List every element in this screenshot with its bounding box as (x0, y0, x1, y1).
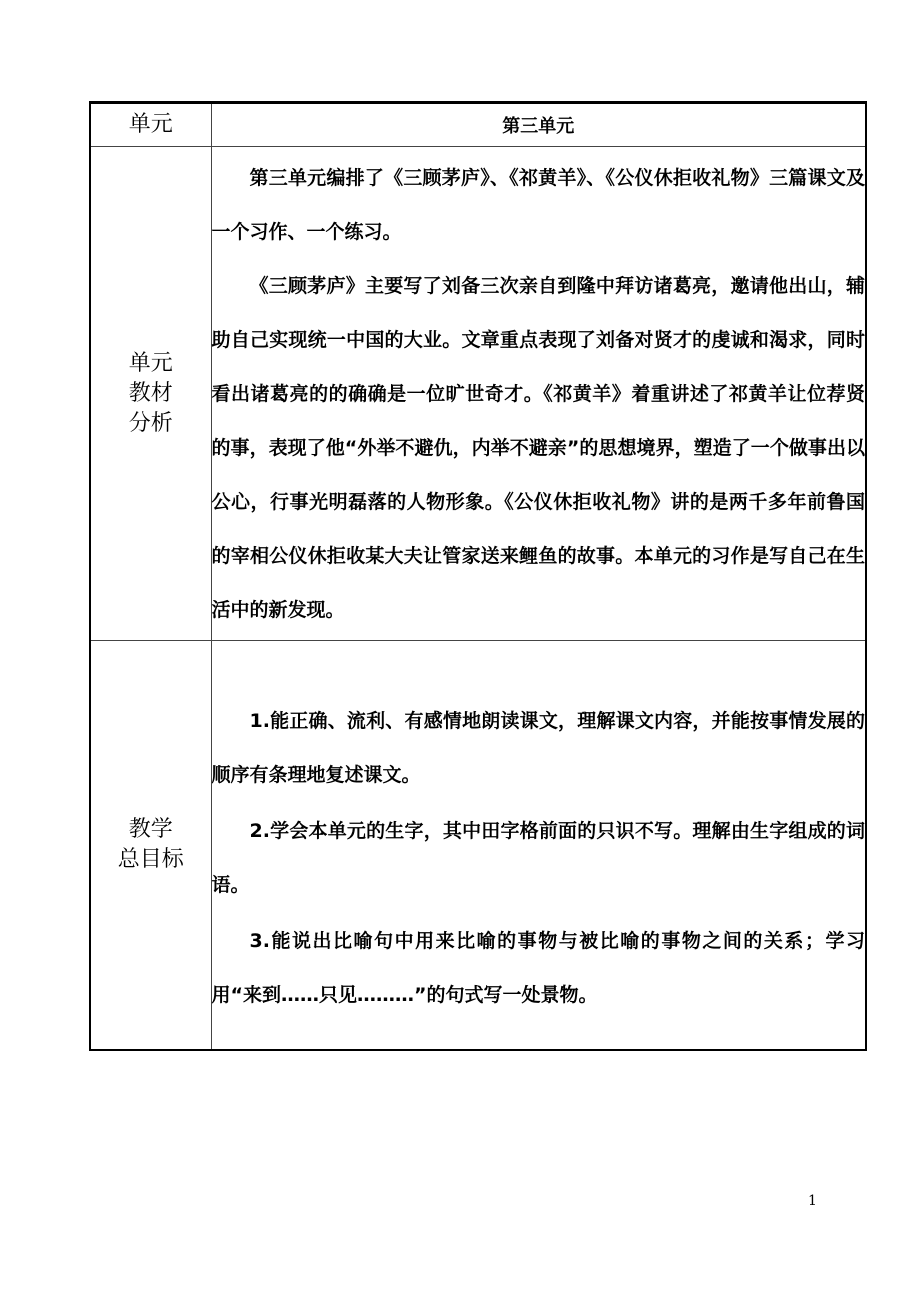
analysis-label-line: 教材 (128, 380, 173, 406)
analysis-paragraph: 第三单元编排了《三顾茅庐》、《祁黄羊》、《公仪休拒收礼物》三篇课文及一个习作、一个练习。 (211, 167, 865, 243)
analysis-label (90, 147, 211, 641)
goal-item: 1.能正确、流利、有感情地朗读课文，理解课文内容，并能按事情发展的顺序有条理地复述课文。 (211, 710, 865, 786)
goal-item: 3.能说出比喻句中用来比喻的事物与被比喻的事物之间的关系；学习用“来到……只见………”的句式写一处景物。 (211, 930, 865, 1006)
analysis-row (90, 147, 866, 641)
goals-label (90, 641, 211, 1051)
header-label: 单元 (90, 103, 211, 147)
analysis-label-line: 单元 (128, 350, 173, 376)
table-header-row (90, 103, 866, 147)
goals-label-line: 总目标 (117, 847, 184, 872)
goals-label-line: 教学 (128, 817, 173, 842)
page-number: 1 (808, 1193, 817, 1209)
lesson-plan-table (89, 101, 867, 1051)
header-unit-title: 第三单元 (211, 103, 866, 147)
goal-item: 2.学会本单元的生字，其中田字格前面的只识不写。理解由生字组成的词语。 (211, 820, 865, 896)
goals-content (211, 641, 866, 1051)
analysis-content (211, 147, 866, 641)
analysis-paragraph: 《三顾茅庐》主要写了刘备三次亲自到隆中拜访诸葛亮，邀请他出山，辅助自己实现统一中国的大业。文章重点表现了刘备对贤才的虔诚和渴求，同时看出诸葛亮的的确确是一位旷世奇才。《祁黄羊》着重讲述了祁黄羊让位荐贤的事，表现了他“外举不避仇，内举不避亲”的思想境界，塑造了一个做事出以公心，行事光明磊落的人物形象。《公仪休拒收礼物》讲的是两千多年前鲁国的宰相公仪休拒收某大夫让管家送来鲤鱼的故事。本单元的习作是写自己在生活中的新发现。 (211, 275, 865, 621)
goals-row (90, 641, 866, 1051)
analysis-label-line: 分析 (128, 410, 173, 436)
